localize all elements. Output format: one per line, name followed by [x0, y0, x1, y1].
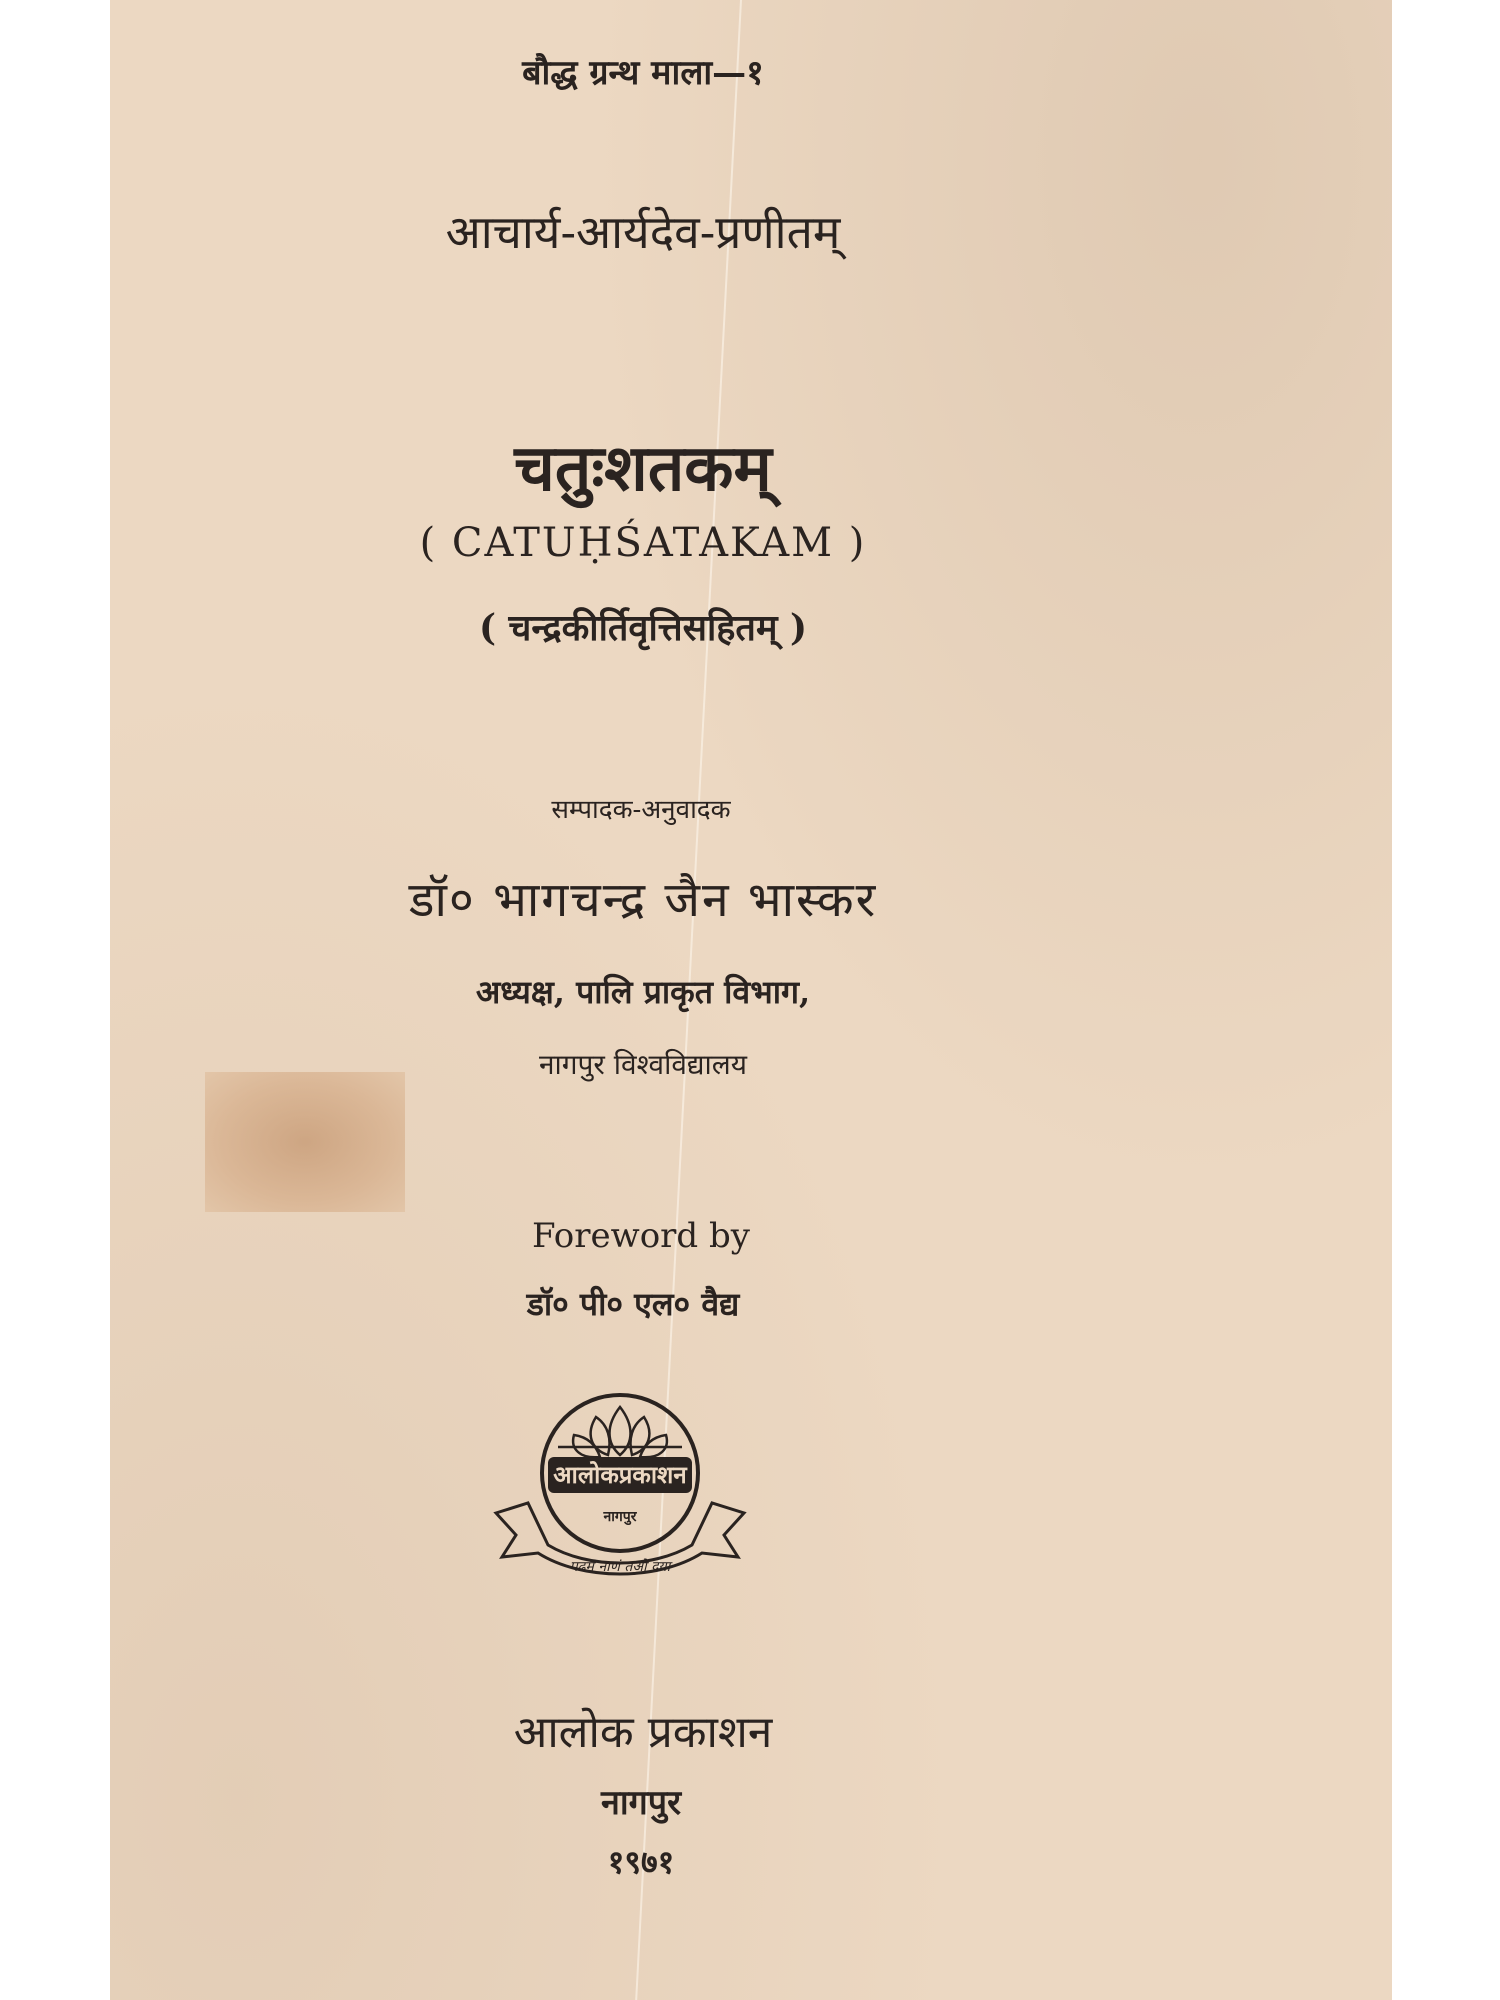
publisher-name: आलोक प्रकाशन — [513, 1707, 773, 1758]
book-title: चतुःशतकम् — [514, 431, 772, 506]
publication-year: १९७१ — [607, 1843, 675, 1881]
editor-university: नागपुर विश्वविद्यालय — [538, 1048, 748, 1081]
logo-city: नागपुर — [603, 1509, 637, 1525]
foreword-author: डॉ० पी० एल० वैद्य — [526, 1285, 740, 1323]
publisher-city: नागपुर — [600, 1783, 682, 1823]
logo-name: आलोकप्रकाशन — [553, 1461, 687, 1489]
commentary-note: ( चन्द्रकीर्तिवृत्तिसहितम् ) — [478, 607, 808, 649]
editor-name: डॉ० भागचन्द्र जैन भास्कर — [408, 872, 878, 928]
logo-motto: पढमं नाणं तओ दया — [569, 1559, 671, 1575]
editor-label: सम्पादक-अनुवादक — [551, 795, 731, 825]
publisher-logo — [488, 1385, 752, 1595]
author-line: आचार्य-आर्यदेव-प्रणीतम् — [445, 205, 841, 259]
foreword-label: Foreword by — [532, 1216, 750, 1256]
title-page — [110, 0, 1392, 2000]
series-name: बौद्ध ग्रन्थ माला—१ — [522, 53, 764, 93]
lotus-icon — [558, 1407, 682, 1457]
paper-stain — [205, 1072, 405, 1212]
book-title-roman: ( CATUḤŚATAKAM ) — [419, 520, 867, 566]
editor-position: अध्यक्ष, पालि प्राकृत विभाग, — [475, 973, 811, 1011]
